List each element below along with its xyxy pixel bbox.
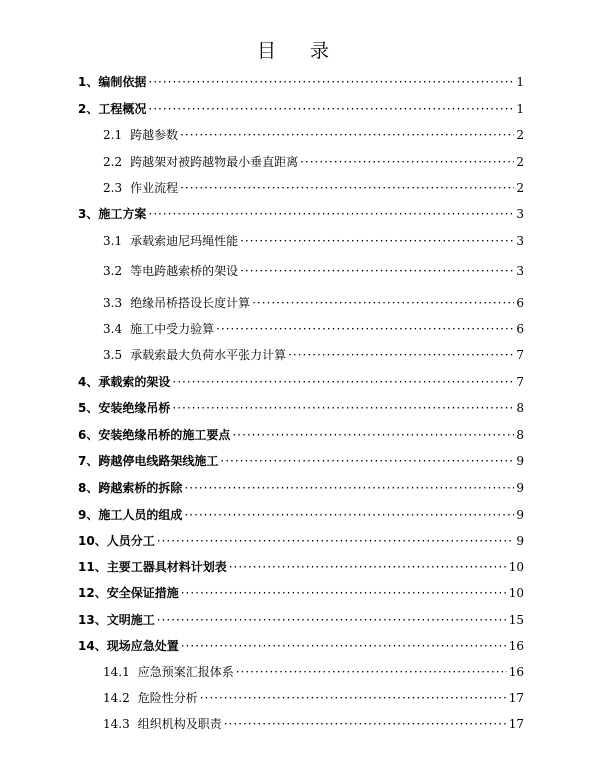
toc-entry-title: 承载索的架设 [98, 375, 171, 389]
toc-entry-title: 绝缘吊桥搭设长度计算 [130, 296, 251, 310]
toc-subentry[interactable] [103, 717, 524, 731]
toc-entry-number: 2、 [78, 102, 99, 116]
toc-entry-title: 承载索迪尼玛绳性能 [130, 234, 239, 248]
toc-entry-title: 跨越架对被跨越物最小垂直距离 [130, 155, 299, 169]
toc-entry[interactable] [78, 639, 524, 653]
toc-entry[interactable] [78, 481, 524, 495]
toc-entry-page: 9 [516, 508, 524, 522]
toc-dot-leader [184, 508, 514, 522]
toc-entry-number: 14.2 [103, 691, 130, 705]
toc-entry-title: 施工方案 [98, 207, 147, 221]
toc-entry-page: 10 [508, 560, 524, 574]
toc-entry-title: 等电跨越索桥的架设 [130, 264, 239, 278]
toc-entry-title: 文明施工 [106, 613, 155, 627]
toc-entry-page: 6 [516, 296, 524, 310]
toc-entry-page: 1 [516, 75, 524, 89]
toc-dot-leader [216, 322, 514, 336]
toc-entry-page: 2 [516, 181, 524, 195]
toc-dot-leader [184, 481, 514, 495]
toc-entry-number: 5、 [78, 401, 99, 415]
toc-entry-page: 16 [508, 665, 524, 679]
toc-entry-page: 8 [516, 428, 524, 442]
toc-entry-number: 2.3 [103, 181, 123, 195]
toc-dot-leader [172, 375, 514, 389]
toc-subentry[interactable] [103, 128, 524, 142]
toc-entry-number: 2.1 [103, 128, 123, 142]
toc-dot-leader [220, 454, 514, 468]
toc-dot-leader [157, 613, 507, 627]
toc-subentry[interactable] [103, 234, 524, 248]
toc-entry-title: 应急预案汇报体系 [137, 665, 234, 679]
toc-entry-title: 跨越停电线路架线施工 [98, 454, 219, 468]
toc-dot-leader [240, 264, 514, 278]
toc-entry[interactable] [78, 560, 524, 574]
toc-entry[interactable] [78, 428, 524, 442]
toc-entry-title: 安装绝缘吊桥 [98, 401, 171, 415]
toc-dot-leader [232, 428, 514, 442]
toc-entry[interactable] [78, 613, 524, 627]
toc-dot-leader [157, 534, 515, 548]
toc-entry-page: 6 [516, 322, 524, 336]
toc-entry-page: 17 [508, 691, 524, 705]
toc-dot-leader [172, 401, 514, 415]
toc-subentry[interactable] [103, 296, 524, 310]
toc-dot-leader [200, 691, 507, 705]
toc-dot-leader [148, 75, 514, 89]
toc-entry-page: 9 [516, 481, 524, 495]
toc-entry-page: 9 [516, 454, 524, 468]
toc-entry-page: 10 [508, 586, 524, 600]
toc-entry-number: 3.4 [103, 322, 123, 336]
toc-entry-title: 人员分工 [106, 534, 155, 548]
toc-entry-number: 14.1 [103, 665, 130, 679]
toc-entry-page: 9 [516, 534, 524, 548]
toc-entry[interactable] [78, 102, 524, 116]
toc-entry-title: 工程概况 [98, 102, 147, 116]
toc-entry-number: 14.3 [103, 717, 130, 731]
toc-dot-leader [180, 128, 514, 142]
toc-entry-title: 跨越索桥的拆除 [98, 481, 183, 495]
toc-entry[interactable] [78, 207, 524, 221]
toc-entry-title: 安装绝缘吊桥的施工要点 [98, 428, 231, 442]
toc-entry-page: 2 [516, 155, 524, 169]
toc-entry-page: 1 [516, 102, 524, 116]
toc-entry-number: 7、 [78, 454, 99, 468]
toc-subentry[interactable] [103, 348, 524, 362]
toc-dot-leader [252, 296, 514, 310]
toc-entry-title: 施工人员的组成 [98, 508, 183, 522]
toc-entry-number: 2.2 [103, 155, 123, 169]
toc-entry[interactable] [78, 75, 524, 89]
toc-entry-title: 危险性分析 [137, 691, 198, 705]
toc-dot-leader [180, 181, 514, 195]
toc-dot-leader [148, 102, 514, 116]
toc-dot-leader [181, 639, 507, 653]
toc-entry-page: 3 [516, 207, 524, 221]
toc-entry-page: 7 [516, 375, 524, 389]
toc-entry-page: 8 [516, 401, 524, 415]
toc-entry-number: 13、 [78, 613, 107, 627]
toc-dot-leader [229, 560, 507, 574]
toc-entry-page: 17 [508, 717, 524, 731]
toc-entry-title: 现场应急处置 [106, 639, 179, 653]
toc-entry-number: 3.1 [103, 234, 123, 248]
toc-entry-title: 安全保证措施 [106, 586, 179, 600]
toc-entry-number: 3、 [78, 207, 99, 221]
toc-title: 目 录 [256, 40, 344, 62]
toc-dot-leader [288, 348, 514, 362]
toc-subentry[interactable] [103, 264, 524, 278]
toc-entry-number: 8、 [78, 481, 99, 495]
toc-dot-leader [236, 665, 507, 679]
toc-entry-page: 3 [516, 264, 524, 278]
toc-dot-leader [148, 207, 514, 221]
toc-subentry[interactable] [103, 691, 524, 705]
toc-entry-number: 9、 [78, 508, 99, 522]
toc-entry-number: 10、 [78, 534, 107, 548]
toc-subentry[interactable] [103, 665, 524, 679]
toc-entry-title: 承载索最大负荷水平张力计算 [130, 348, 287, 362]
toc-entry[interactable] [78, 375, 524, 389]
toc-entry-number: 4、 [78, 375, 99, 389]
toc-dot-leader [181, 586, 507, 600]
toc-dot-leader [224, 717, 507, 731]
toc-entry-number: 3.2 [103, 264, 123, 278]
toc-entry-title: 编制依据 [98, 75, 147, 89]
toc-entry-title: 施工中受力验算 [130, 322, 215, 336]
toc-entry-title: 组织机构及职责 [137, 717, 222, 731]
toc-entry-title: 跨越参数 [130, 128, 179, 142]
toc-entry[interactable] [78, 534, 524, 548]
toc-entry[interactable] [78, 586, 524, 600]
toc-entry-number: 11、 [78, 560, 107, 574]
toc-entry-title: 主要工器具材料计划表 [106, 560, 227, 574]
toc-entry[interactable] [78, 454, 524, 468]
toc-entry[interactable] [78, 401, 524, 415]
toc-entry-number: 3.3 [103, 296, 123, 310]
toc-entry-title: 作业流程 [130, 181, 179, 195]
toc-entry-number: 3.5 [103, 348, 123, 362]
toc-dot-leader [240, 234, 514, 248]
toc-subentry[interactable] [103, 155, 524, 169]
toc-entry-page: 15 [508, 613, 524, 627]
toc-entry-number: 14、 [78, 639, 107, 653]
toc-entry-page: 2 [516, 128, 524, 142]
toc-subentry[interactable] [103, 322, 524, 336]
toc-subentry[interactable] [103, 181, 524, 195]
toc-entry-page: 16 [508, 639, 524, 653]
toc-entry-page: 7 [516, 348, 524, 362]
toc-entry-number: 12、 [78, 586, 107, 600]
toc-entry-page: 3 [516, 234, 524, 248]
toc-entry-number: 1、 [78, 75, 99, 89]
toc-dot-leader [300, 155, 514, 169]
toc-entry-number: 6、 [78, 428, 99, 442]
toc-entry[interactable] [78, 508, 524, 522]
